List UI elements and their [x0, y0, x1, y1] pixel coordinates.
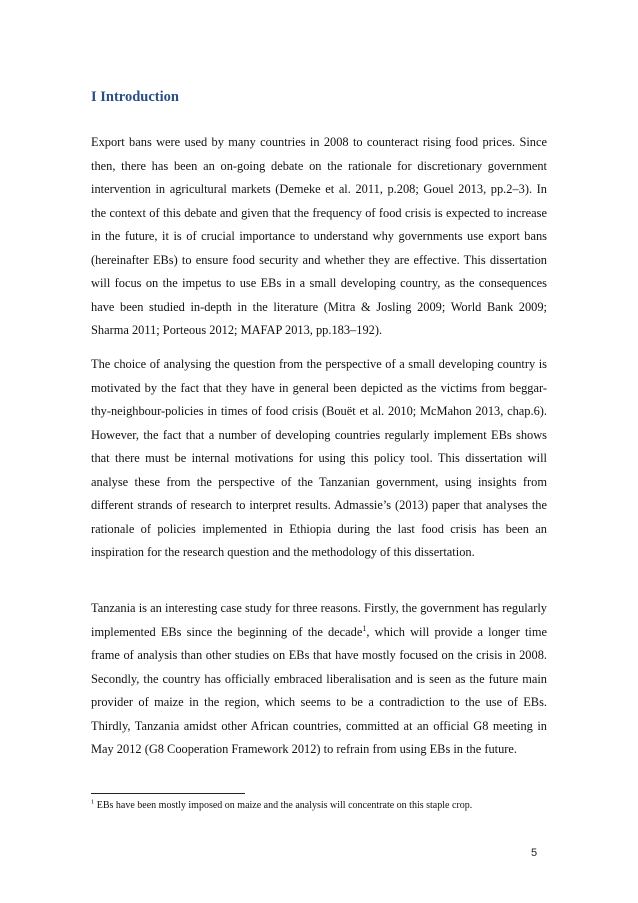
paragraph-1: Export bans were used by many countries in 2008 to counteract rising food prices. Since then, there has been an on-going debate on the rationale for discretionary government intervention in agricultural markets (Demeke et al. 2011, p.208; Gouel 2013, pp.2–3). In the context of this debate and given that the frequency of food crisis is expected to increase in the future, it is of crucial importance to understand why governments use export bans (hereinafter EBs) to ensure food security and whether they are effective. This dissertation will focus on the impetus to use EBs in a small developing country, as the consequences have been studied in-depth in the literature (Mitra & Josling 2009; World Bank 2009; Sharma 2011; Porteous 2012; MAFAP 2013, pp.183–192). — [91, 135, 547, 337]
paragraph-2: The choice of analysing the question from the perspective of a small developing country is motivated by the fact that they have in general been depicted as the victims from beggar-thy-neighbour-policies in times of food crisis (Bouët et al. 2010; McMahon 2013, chap.6). However, the fact that a number of developing countries regularly implement EBs shows that there must be internal motivations for using this policy tool. This dissertation will analyse these from the perspective of the Tanzanian government, using insights from different strands of research to interpret results. Admassie’s (2013) paper that analyses the rationale of policies implemented in Ethiopia during the last food crisis has been an inspiration for the research question and the methodology of this dissertation. — [91, 357, 547, 559]
footnote-separator — [91, 793, 245, 794]
footnote — [91, 799, 547, 813]
paragraph-3-part-2: , which will provide a longer time frame of analysis than other studies on EBs that have mostly focused on the crisis in 2008. Secondly, the country has officially embraced liberalisation and is seen as the future main provider of maize in the region, which seems to be a contradiction to the use of EBs. Thirdly, Tanzania amidst other African countries, committed at an official G8 meeting in May 2012 (G8 Cooperation Framework 2012) to refrain from using EBs in the future. — [91, 624, 547, 756]
page-number: 5 — [531, 847, 538, 859]
footnote-reference[interactable]: 1 — [362, 623, 367, 633]
section-heading: I Introduction — [91, 89, 179, 105]
paragraph-3 — [91, 597, 547, 762]
paragraph-3-part-1: Tanzania is an interesting case study for three reasons. Firstly, the government has regularly implemented EBs since the beginning of the decade — [91, 601, 547, 639]
footnote-number: 1 — [91, 798, 95, 806]
footnote-text: EBs have been mostly imposed on maize and the analysis will concentrate on this staple crop. — [94, 800, 473, 811]
